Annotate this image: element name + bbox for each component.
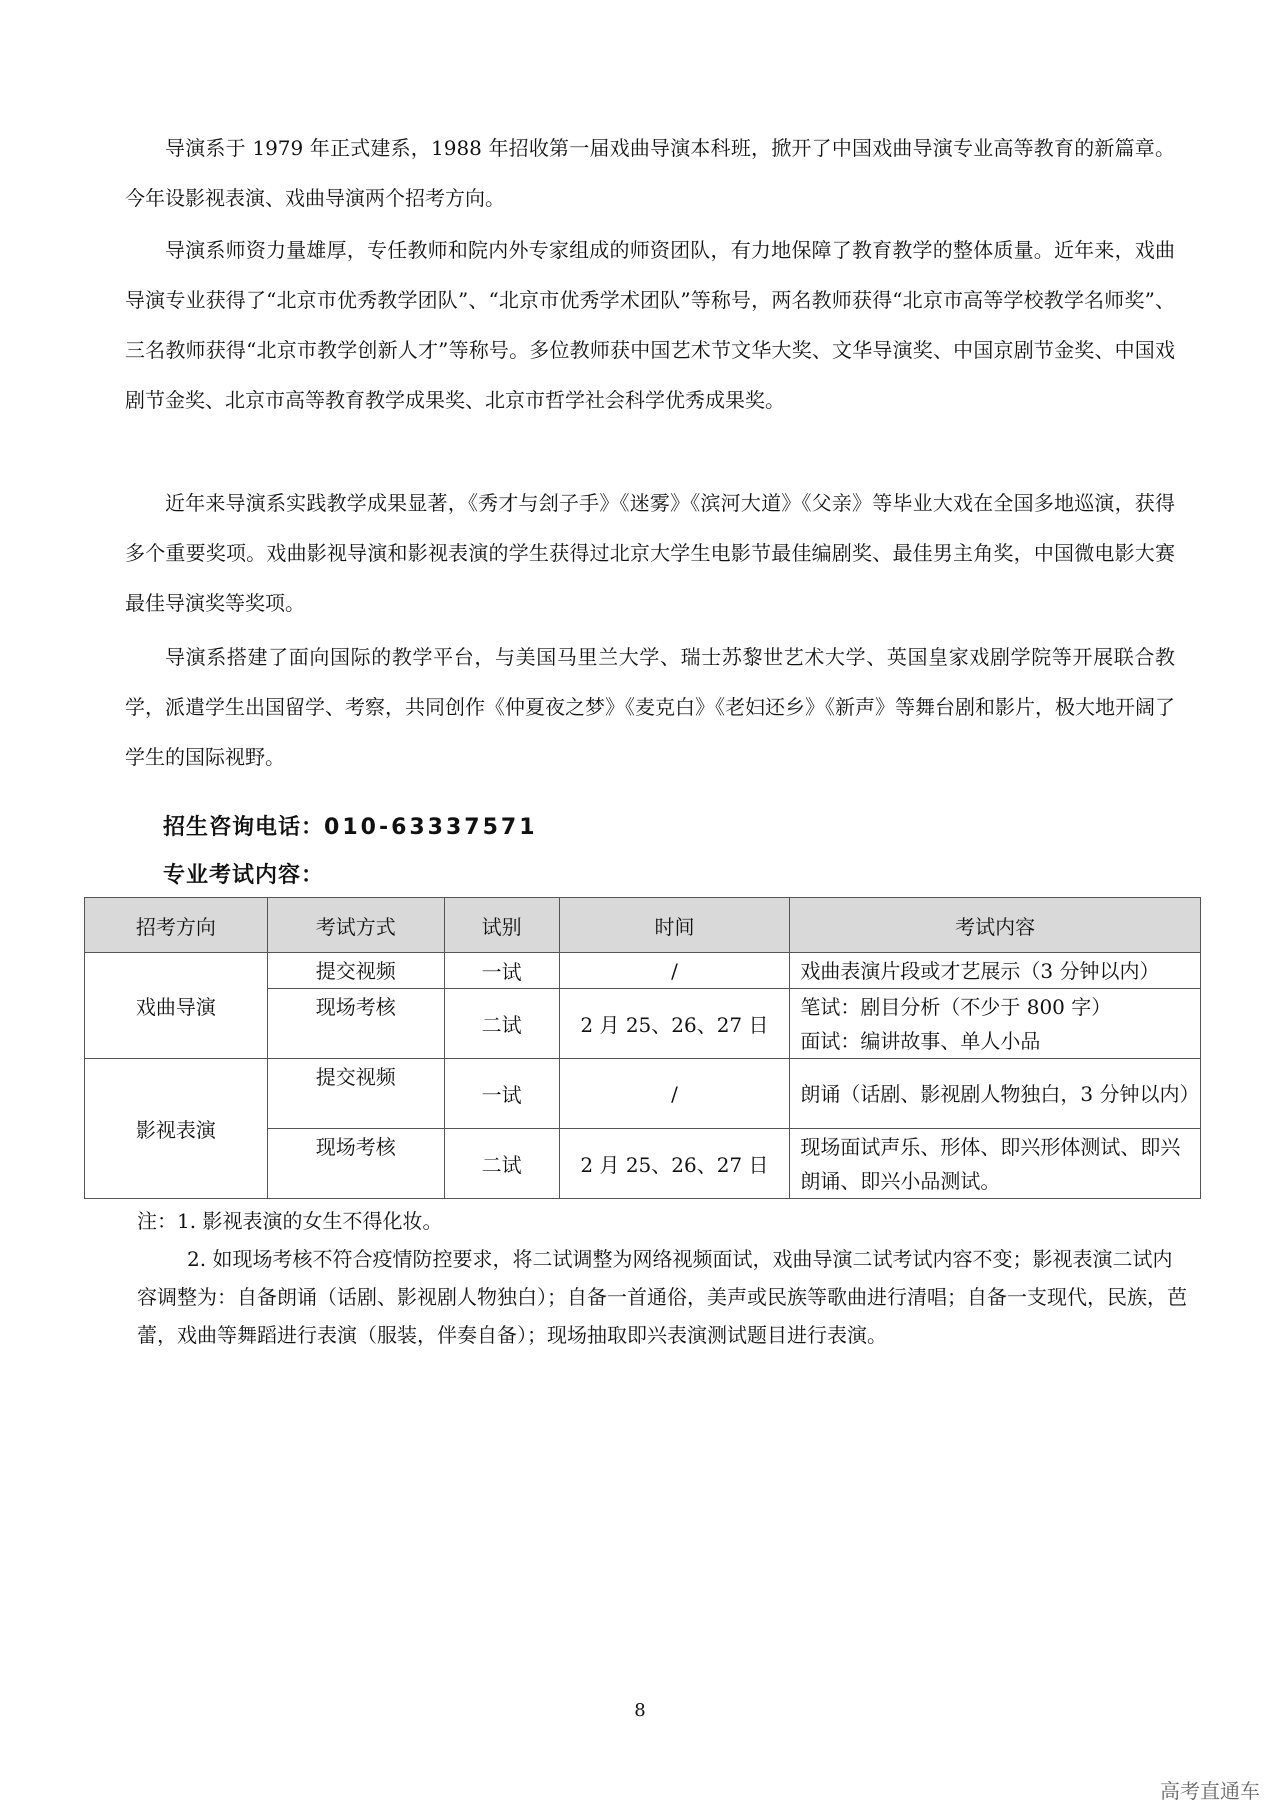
time-cell: 2 月 25、26、27 日: [559, 1129, 790, 1199]
direction-cell: 影视表演: [85, 1059, 268, 1199]
method-cell: 提交视频: [267, 953, 444, 989]
table-row: [85, 1059, 1201, 1129]
intro-paragraph-2: 导演系师资力量雄厚，专任教师和院内外专家组成的师资团队，有力地保障了教育教学的整体质量。近年来，戏曲导演专业获得了“北京市优秀教学团队”、“北京市优秀学术团队”等称号，两名教师获得“北京市高等学校教学名师奖”、三名教师获得“北京市教学创新人才”等称号。多位教师获中国艺术节文华大奖、文华导演奖、中国京剧节金奖、中国戏剧节金奖、北京市高等教育教学成果奖、北京市哲学社会科学优秀成果奖。: [125, 238, 1175, 412]
header-content: 考试内容: [790, 898, 1201, 953]
method-cell: 提交视频: [267, 1059, 444, 1129]
round-cell: 一试: [444, 1059, 559, 1129]
content-line: 笔试：剧目分析（不少于 800 字）: [800, 994, 1112, 1019]
content-cell: 现场面试声乐、形体、即兴形体测试、即兴朗诵、即兴小品测试。: [790, 1129, 1201, 1199]
round-cell: 一试: [444, 953, 559, 989]
header-direction: 招考方向: [85, 898, 268, 953]
content-line: 面试：编讲故事、单人小品: [800, 1028, 1041, 1053]
table-row: [85, 953, 1201, 989]
watermark: 高考直通车: [1160, 1779, 1260, 1803]
intro-paragraph-3: 近年来导演系实践教学成果显著，《秀才与刽子手》《迷雾》《滨河大道》《父亲》等毕业大戏在全国多地巡演，获得多个重要奖项。戏曲影视导演和影视表演的学生获得过北京大学生电影节最佳编剧奖、最佳男主角奖，中国微电影大赛最佳导演奖等奖项。: [125, 491, 1175, 615]
content-cell: 戏曲表演片段或才艺展示（3 分钟以内）: [790, 953, 1201, 989]
header-method: 考试方式: [267, 898, 444, 953]
content-cell: 朗诵（话剧、影视剧人物独白，3 分钟以内）: [790, 1059, 1201, 1129]
method-cell: 现场考核: [267, 1129, 444, 1199]
notes-block: [137, 1202, 1187, 1354]
header-time: 时间: [559, 898, 790, 953]
header-round: 试别: [444, 898, 559, 953]
note-1: 注：1. 影视表演的女生不得化妆。: [137, 1209, 443, 1233]
round-cell: 二试: [444, 989, 559, 1059]
intro-paragraph-4: 导演系搭建了面向国际的教学平台，与美国马里兰大学、瑞士苏黎世艺术大学、英国皇家戏剧学院等开展联合教学，派遣学生出国留学、考察，共同创作《仲夏夜之梦》《麦克白》《老妇还乡》《新声》等舞台剧和影片，极大地开阔了学生的国际视野。: [125, 645, 1175, 769]
method-cell: 现场考核: [267, 989, 444, 1059]
direction-cell: 戏曲导演: [85, 953, 268, 1059]
phone-number: 010-63337571: [324, 815, 538, 840]
admission-phone: [163, 810, 538, 841]
intro-paragraph-1: 导演系于 1979 年正式建系，1988 年招收第一届戏曲导演本科班，掀开了中国戏曲导演专业高等教育的新篇章。今年设影视表演、戏曲导演两个招考方向。: [125, 136, 1175, 210]
time-cell: 2 月 25、26、27 日: [559, 989, 790, 1059]
content-cell: [790, 989, 1201, 1059]
table-header-row: [85, 898, 1201, 953]
page-number: 8: [634, 1700, 646, 1721]
exam-table: [84, 897, 1201, 1199]
phone-label: 招生咨询电话：: [163, 815, 325, 840]
exam-content-title: 专业考试内容：: [163, 863, 325, 888]
note-2: 2. 如现场考核不符合疫情防控要求，将二试调整为网络视频面试，戏曲导演二试考试内容不变；影视表演二试内容调整为：自备朗诵（话剧、影视剧人物独白）；自备一首通俗，美声或民族等歌曲进行清唱；自备一支现代，民族，芭蕾，戏曲等舞蹈进行表演（服装，伴奏自备）；现场抽取即兴表演测试题目进行表演。: [137, 1247, 1187, 1347]
time-cell: /: [559, 953, 790, 989]
round-cell: 二试: [444, 1129, 559, 1199]
time-cell: /: [559, 1059, 790, 1129]
